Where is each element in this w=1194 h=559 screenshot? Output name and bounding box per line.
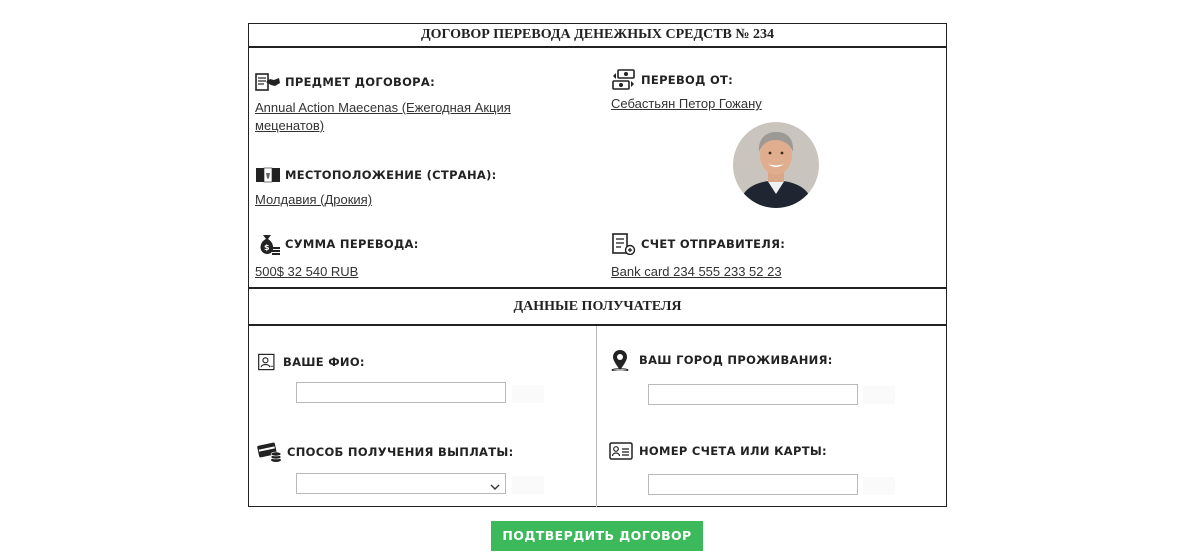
payout-method-label: СПОСОБ ПОЛУЧЕНИЯ ВЫПЛАТЫ:	[287, 445, 514, 459]
amount-label: СУММА ПЕРЕВОДА:	[285, 237, 419, 251]
confirm-contract-button[interactable]: ПОДТВЕРДИТЬ ДОГОВОР	[491, 521, 703, 551]
account-number-label: НОМЕР СЧЕТА ИЛИ КАРТЫ:	[639, 444, 827, 458]
sender-account-label: СЧЕТ ОТПРАВИТЕЛЯ:	[641, 237, 786, 251]
amount-field	[255, 233, 555, 281]
payout-method-addon	[512, 476, 544, 494]
location-label: МЕСТОПОЛОЖЕНИЕ (СТРАНА):	[285, 168, 497, 182]
city-label: ВАШ ГОРОД ПРОЖИВАНИЯ:	[639, 353, 833, 367]
recipient-section-title: ДАННЫЕ ПОЛУЧАТЕЛЯ	[249, 287, 946, 326]
contract-title: ДОГОВОР ПЕРЕВОДА ДЕНЕЖНЫХ СРЕДСТВ № 234	[249, 24, 946, 48]
subject-label: ПРЕДМЕТ ДОГОВОРА:	[285, 75, 435, 89]
location-link[interactable]: Молдавия (Дрокия)	[255, 192, 373, 207]
account-number-input[interactable]	[648, 474, 858, 495]
amount-link[interactable]: 500$ 32 540 RUB	[255, 264, 359, 279]
full-name-label: ВАШЕ ФИО:	[283, 355, 365, 369]
location-field	[255, 164, 555, 209]
avatar	[733, 122, 819, 208]
handshake-contract-icon	[255, 71, 281, 93]
money-transfer-icon	[611, 69, 637, 91]
payout-method-select[interactable]	[296, 473, 506, 494]
id-user-icon	[257, 351, 279, 373]
full-name-input-addon	[512, 385, 544, 403]
sender-account-link[interactable]: Bank card 234 555 233 52 23	[611, 264, 782, 279]
payout-method-field	[257, 441, 514, 463]
full-name-input[interactable]	[296, 382, 506, 403]
transfer-from-link[interactable]: Себастьян Петор Гожану	[611, 96, 762, 111]
sender-account-field	[611, 233, 931, 281]
cash-card-icon	[257, 441, 283, 463]
column-divider	[596, 326, 597, 507]
transfer-from-field	[611, 69, 931, 113]
chevron-down-icon	[490, 479, 500, 489]
contract-form	[248, 23, 947, 507]
city-input[interactable]	[648, 384, 858, 405]
subject-field	[255, 71, 555, 135]
transfer-from-label: ПЕРЕВОД ОТ:	[641, 73, 734, 87]
id-card-icon	[609, 440, 635, 462]
invoice-icon	[611, 233, 637, 255]
money-bag-icon	[255, 233, 281, 255]
flag-icon	[255, 164, 281, 186]
subject-link[interactable]: Annual Action Maecenas (Ежегодная Акция меценатов)	[255, 100, 511, 133]
full-name-field	[257, 351, 365, 373]
svg-text:$: $	[264, 243, 270, 252]
account-number-field	[609, 440, 827, 462]
city-field	[609, 349, 833, 371]
map-pin-icon	[609, 349, 635, 371]
city-input-addon	[863, 386, 895, 404]
account-number-addon	[863, 477, 895, 495]
